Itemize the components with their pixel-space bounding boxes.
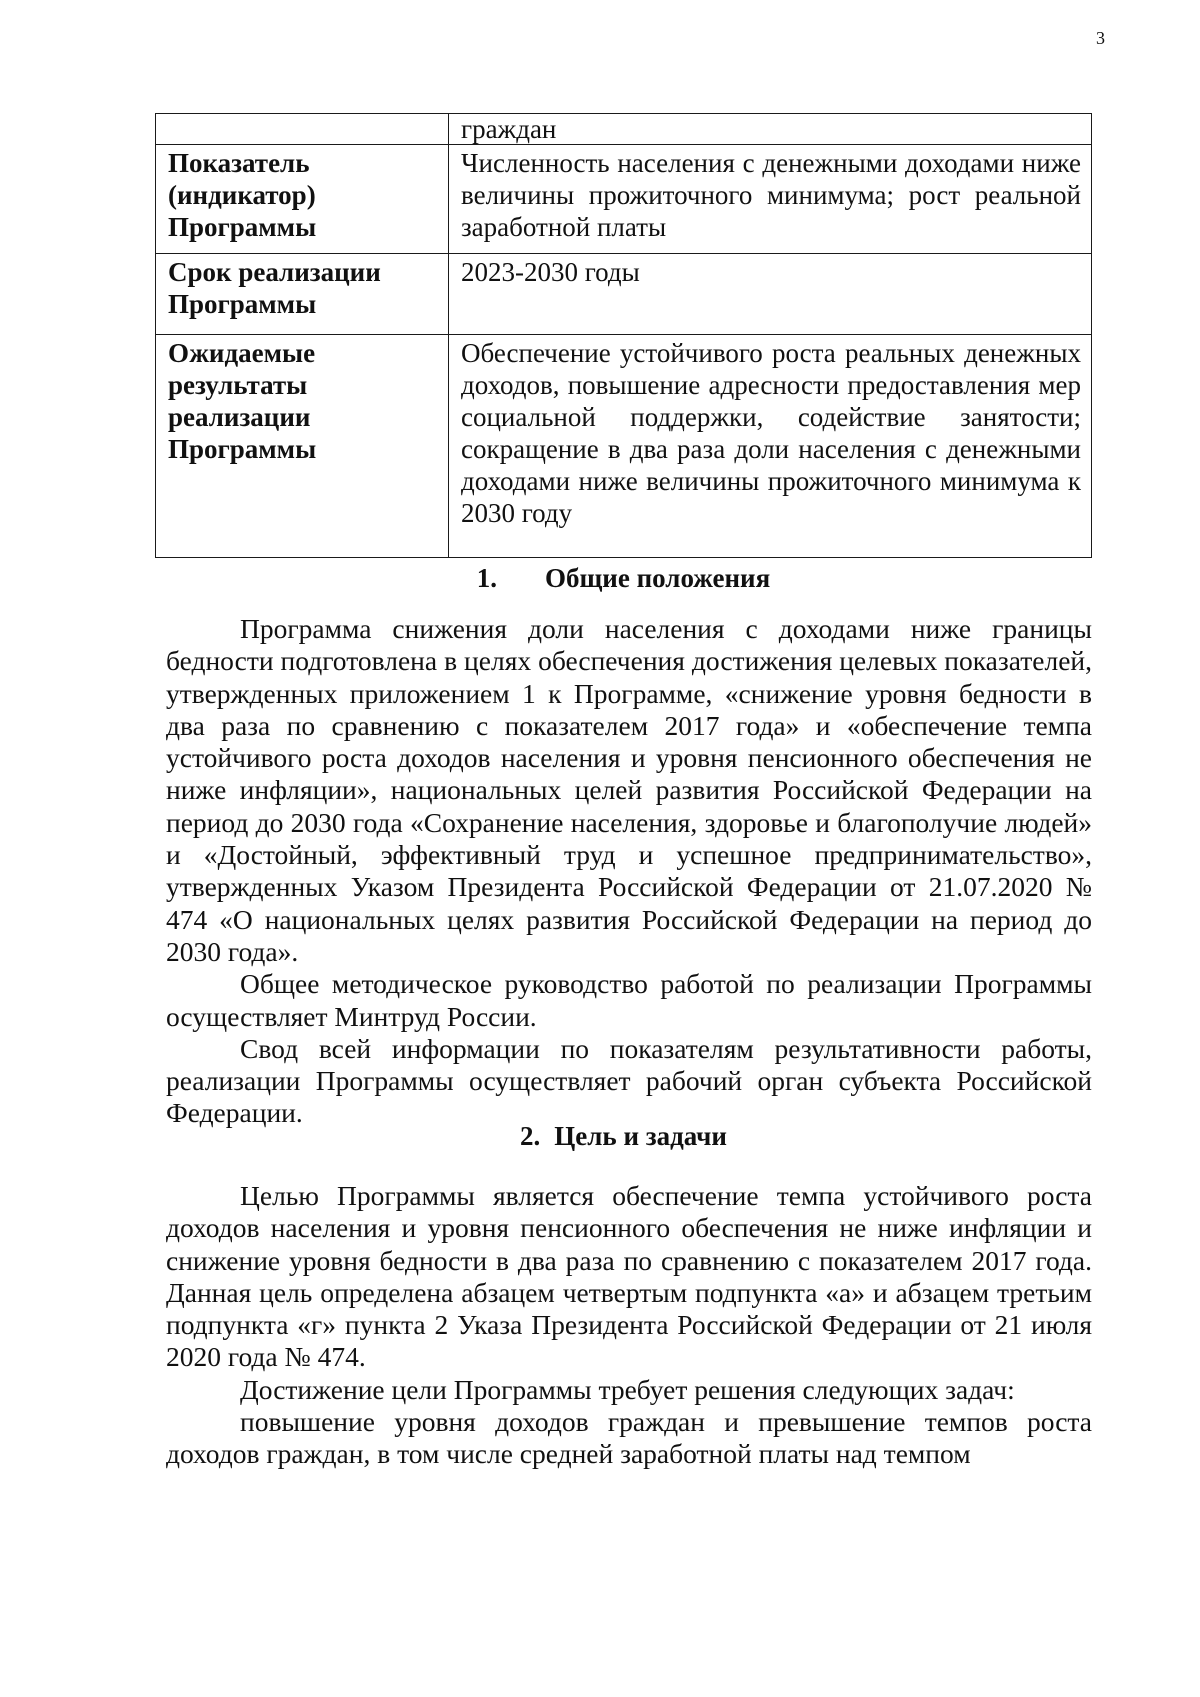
row-value: Численность населения с денежными доходами ниже величины прожиточного минимума; рост реальной заработной платы <box>449 145 1092 254</box>
section-body-general <box>166 613 1092 1130</box>
table-row <box>156 114 1092 145</box>
section-title: Общие положения <box>545 563 771 593</box>
page-number: 3 <box>1096 28 1105 48</box>
paragraph: Общее методическое руководство работой по реализации Программы осуществляет Минтруд России. <box>166 968 1092 1032</box>
row-value: граждан <box>449 114 1092 145</box>
paragraph: Программа снижения доли населения с доходами ниже границы бедности подготовлена в целях обеспечения достижения целевых показателей, утвержденных приложением 1 к Программе, «снижение уровня бедности в два раза по сравнению с показателем 2017 года» и «обеспечение темпа устойчивого роста доходов населения и уровня пенсионного обеспечения не ниже инфляции», национальных целей развития Российской Федерации на период до 2030 года «Сохранение населения, здоровье и благополучие людей» и «Достойный, эффективный труд и успешное предпринимательство», утвержденных Указом Президента Российской Федерации от 21.07.2020 № 474 «О национальных целях развития Российской Федерации на период до 2030 года». <box>166 613 1092 967</box>
program-passport-table <box>155 113 1092 558</box>
row-label <box>156 114 449 145</box>
row-value: 2023-2030 годы <box>449 254 1092 335</box>
section-heading-goals <box>155 1120 1092 1152</box>
table-row <box>156 335 1092 558</box>
table-row <box>156 145 1092 254</box>
section-title: Цель и задачи <box>554 1121 727 1151</box>
paragraph: Достижение цели Программы требует решения следующих задач: <box>240 1373 1015 1405</box>
paragraph: Целью Программы является обеспечение темпа устойчивого роста доходов населения и уровня пенсионного обеспечения не ниже инфляции и снижение уровня бедности в два раза по сравнению с показателем 2017 года. Данная цель определена абзацем четвертым подпункта «а» и абзацем третьим подпункта «г» пункта 2 Указа Президента Российской Федерации от 21 июля 2020 года № 474. <box>166 1180 1092 1373</box>
section-number: 1. <box>476 563 498 593</box>
table-row <box>156 254 1092 335</box>
section-number: 2. <box>520 1121 541 1151</box>
section-heading-general <box>155 562 1092 594</box>
paragraph: Свод всей информации по показателям результативности работы, реализации Программы осуществляет рабочий орган субъекта Российской Федерации. <box>166 1032 1092 1129</box>
row-label: Ожидаемые результаты реализации Программы <box>156 335 449 558</box>
row-label: Показатель (индикатор) Программы <box>156 145 449 254</box>
row-label: Срок реализации Программы <box>156 254 449 335</box>
section-body-goals <box>166 1180 1092 1471</box>
row-value: Обеспечение устойчивого роста реальных денежных доходов, повышение адресности предоставления мер социальной поддержки, содействие занятости; сокращение в два раза доли населения с денежными доходами ниже величины прожиточного минимума к 2030 году <box>449 335 1092 558</box>
paragraph: повышение уровня доходов граждан и превышение темпов роста доходов граждан, в том числе средней заработной платы над темпом <box>166 1406 1092 1470</box>
